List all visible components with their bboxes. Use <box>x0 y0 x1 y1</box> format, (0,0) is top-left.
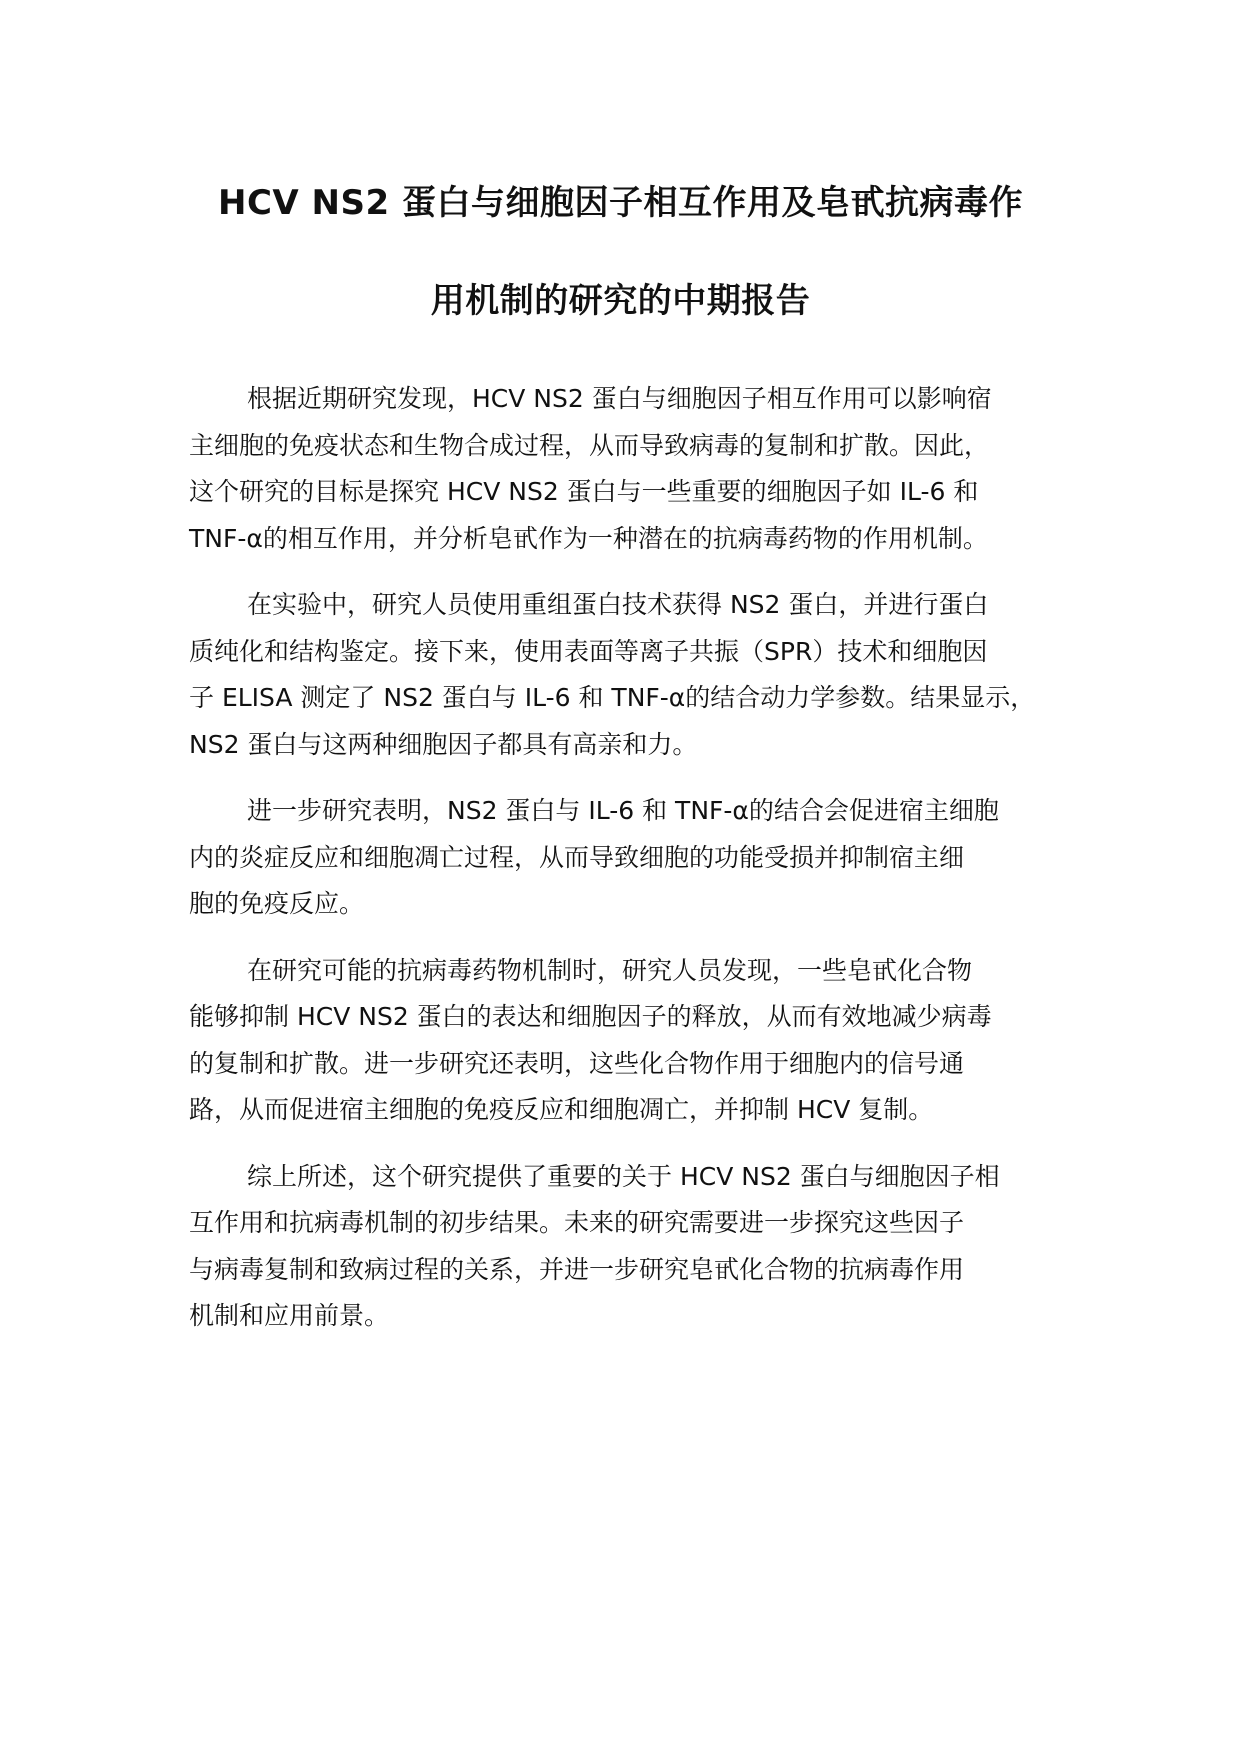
paragraph-line: 进一步研究表明，NS2 蛋白与 IL-6 和 TNF-α的结合会促进宿主细胞 <box>247 796 999 825</box>
paragraph-line: 与病毒复制和致病过程的关系，并进一步研究皂甙化合物的抗病毒作用 <box>189 1254 965 1284</box>
paragraph-line: 在实验中，研究人员使用重组蛋白技术获得 NS2 蛋白，并进行蛋白 <box>247 590 989 619</box>
paragraph-line: 子 ELISA 测定了 NS2 蛋白与 IL-6 和 TNF-α的结合动力学参数。结果显示， <box>189 683 1036 712</box>
title-line: HCV NS2 蛋白与细胞因子相互作用及皂甙抗病毒作 <box>218 183 1023 223</box>
paragraph-4 <box>189 948 1089 1134</box>
paragraph-line: 综上所述，这个研究提供了重要的关于 HCV NS2 蛋白与细胞因子相 <box>247 1161 1000 1191</box>
paragraph-line: NS2 蛋白与这两种细胞因子都具有高亲和力。 <box>189 729 698 759</box>
paragraph-line: 能够抑制 HCV NS2 蛋白的表达和细胞因子的释放，从而有效地减少病毒 <box>189 1002 992 1031</box>
paragraph-line: 主细胞的免疫状态和生物合成过程，从而导致病毒的复制和扩散。因此， <box>189 430 990 460</box>
paragraph-line: 内的炎症反应和细胞凋亡过程，从而导致细胞的功能受损并抑制宿主细 <box>189 842 965 872</box>
document-title <box>150 154 1091 350</box>
paragraph-line: 根据近期研究发现，HCV NS2 蛋白与细胞因子相互作用可以影响宿 <box>247 384 992 413</box>
document-body <box>189 376 1089 1360</box>
paragraph-line: 胞的免疫反应。 <box>189 889 365 918</box>
paragraph-line: 这个研究的目标是探究 HCV NS2 蛋白与一些重要的细胞因子如 IL-6 和 <box>189 477 979 506</box>
paragraph-3 <box>189 788 1089 928</box>
paragraph-5 <box>189 1154 1089 1340</box>
paragraph-line: 的复制和扩散。进一步研究还表明，这些化合物作用于细胞内的信号通 <box>189 1048 965 1078</box>
paragraph-line: 质纯化和结构鉴定。接下来，使用表面等离子共振（SPR）技术和细胞因 <box>189 636 988 666</box>
title-line: 用机制的研究的中期报告 <box>430 281 811 321</box>
paragraph-line: 互作用和抗病毒机制的初步结果。未来的研究需要进一步探究这些因子 <box>189 1208 965 1237</box>
paragraph-line: 机制和应用前景。 <box>189 1301 390 1330</box>
paragraph-line: TNF-α的相互作用，并分析皂甙作为一种潜在的抗病毒药物的作用机制。 <box>189 523 988 553</box>
paragraph-1 <box>189 376 1089 562</box>
paragraph-line: 在研究可能的抗病毒药物机制时，研究人员发现，一些皂甙化合物 <box>247 955 973 985</box>
paragraph-line: 路，从而促进宿主细胞的免疫反应和细胞凋亡，并抑制 HCV 复制。 <box>189 1095 934 1124</box>
paragraph-2 <box>189 582 1089 768</box>
